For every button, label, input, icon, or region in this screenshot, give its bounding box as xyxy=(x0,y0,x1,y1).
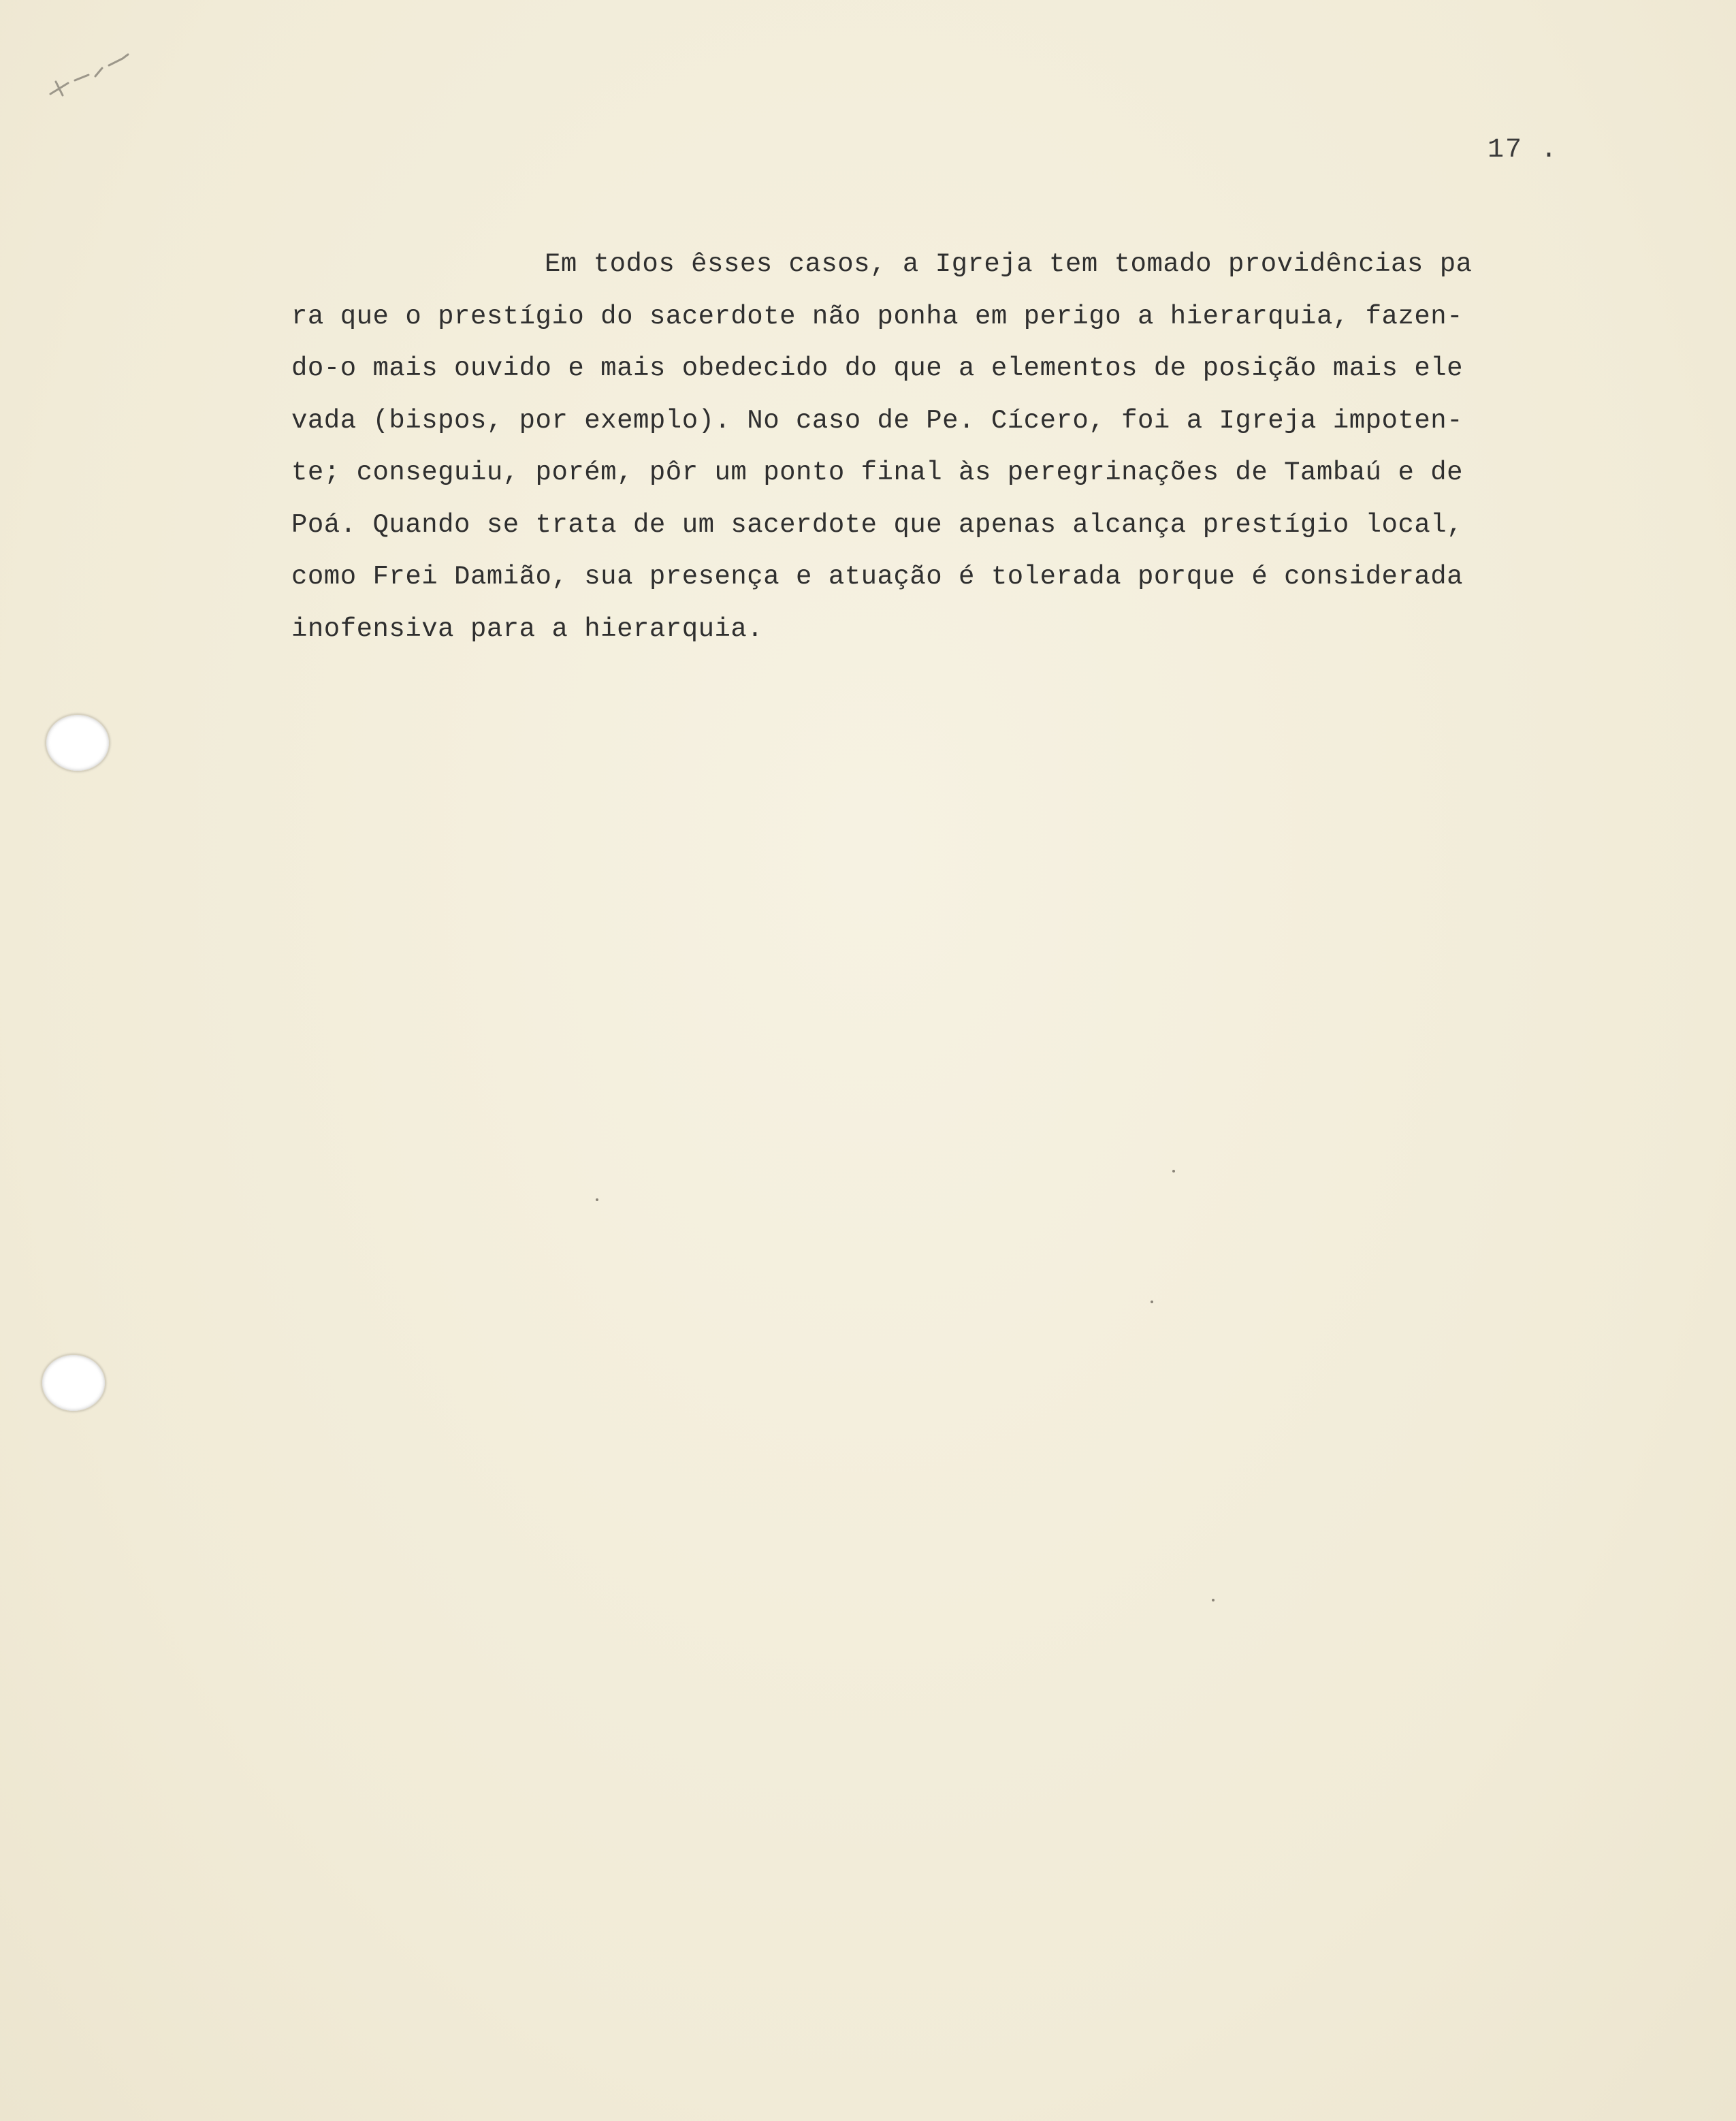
punch-hole-top xyxy=(45,714,110,772)
text-line: te; conseguiu, porém, pôr um ponto final às peregrinações de Tambaú e de xyxy=(291,458,1464,488)
text-line: vada (bispos, por exemplo). No caso de Pe. Cícero, foi a Igreja impoten- xyxy=(291,405,1464,436)
paper-speck xyxy=(596,1198,598,1201)
paper-speck xyxy=(1151,1301,1153,1303)
paper-speck xyxy=(1172,1170,1175,1173)
text-line: como Frei Damião, sua presença e atuação é tolerada porque é considerada xyxy=(291,562,1464,592)
text-line: Em todos êsses casos, a Igreja tem tomado providências pa xyxy=(545,249,1473,279)
paper-speck xyxy=(1212,1599,1215,1601)
handwritten-mark xyxy=(48,41,150,109)
paragraph xyxy=(291,238,1537,655)
punch-hole-bottom xyxy=(41,1354,106,1412)
text-line: Poá. Quando se trata de um sacerdote que apenas alcança prestígio local, xyxy=(291,509,1464,540)
text-line: inofensiva para a hierarquia. xyxy=(291,613,764,644)
page-number: 17 . xyxy=(1488,135,1559,165)
text-line: ra que o prestígio do sacerdote não ponha em perigo a hierarquia, fazen- xyxy=(291,301,1464,332)
text-line: do-o mais ouvido e mais obedecido do que a elementos de posição mais ele xyxy=(291,353,1464,383)
